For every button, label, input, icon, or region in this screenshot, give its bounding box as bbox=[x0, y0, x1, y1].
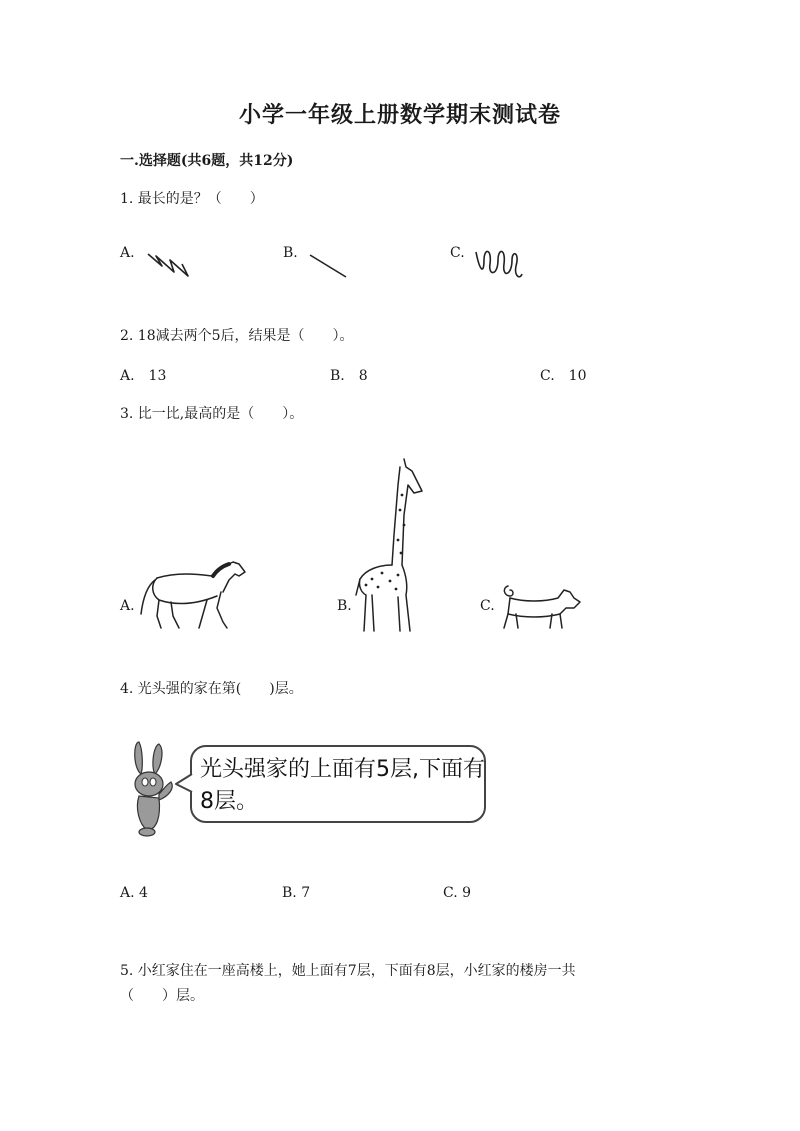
question-3-option-c: C. bbox=[480, 598, 495, 614]
speech-bubble-text: 光头强家的上面有5层,下面有8层。 bbox=[200, 757, 485, 814]
straight-line-image bbox=[306, 250, 350, 280]
question-3-option-a: A. bbox=[120, 598, 135, 614]
zigzag-line-image bbox=[144, 244, 194, 280]
question-4-option-b: B. 7 bbox=[282, 885, 311, 901]
question-2-stem: 2. 18减去两个5后，结果是（ ）。 bbox=[120, 328, 354, 344]
question-2-option-a: A. 13 bbox=[120, 368, 167, 384]
giraffe-image bbox=[352, 455, 428, 635]
dog-image bbox=[500, 578, 584, 634]
question-2-option-b: B. 8 bbox=[330, 368, 368, 384]
question-1-option-b: B. bbox=[283, 245, 298, 261]
question-3-stem: 3. 比一比,最高的是（ ）。 bbox=[120, 406, 304, 422]
question-1-option-c: C. bbox=[450, 245, 465, 261]
speech-bubble-tail bbox=[174, 772, 194, 796]
page-title: 小学一年级上册数学期末测试卷 bbox=[238, 102, 561, 128]
question-2-option-c: C. 10 bbox=[540, 368, 587, 384]
question-1-option-a: A. bbox=[120, 245, 135, 261]
question-4-stem: 4. 光头强的家在第( )层。 bbox=[120, 681, 303, 697]
question-5-stem-line-1: 5. 小红家住在一座高楼上，她上面有7层，下面有8层，小红家的楼房一共 bbox=[120, 963, 576, 979]
question-4-option-a: A. 4 bbox=[120, 885, 148, 901]
question-5-stem-line-2: （ ）层。 bbox=[120, 988, 204, 1004]
question-4-option-c: C. 9 bbox=[443, 885, 472, 901]
question-3-option-b: B. bbox=[337, 598, 352, 614]
horse-image bbox=[137, 558, 252, 633]
squiggle-line-image bbox=[472, 242, 526, 284]
section-heading: 一.选择题(共6题，共12分) bbox=[120, 153, 294, 169]
question-1-stem: 1. 最长的是？（ ） bbox=[120, 191, 264, 207]
